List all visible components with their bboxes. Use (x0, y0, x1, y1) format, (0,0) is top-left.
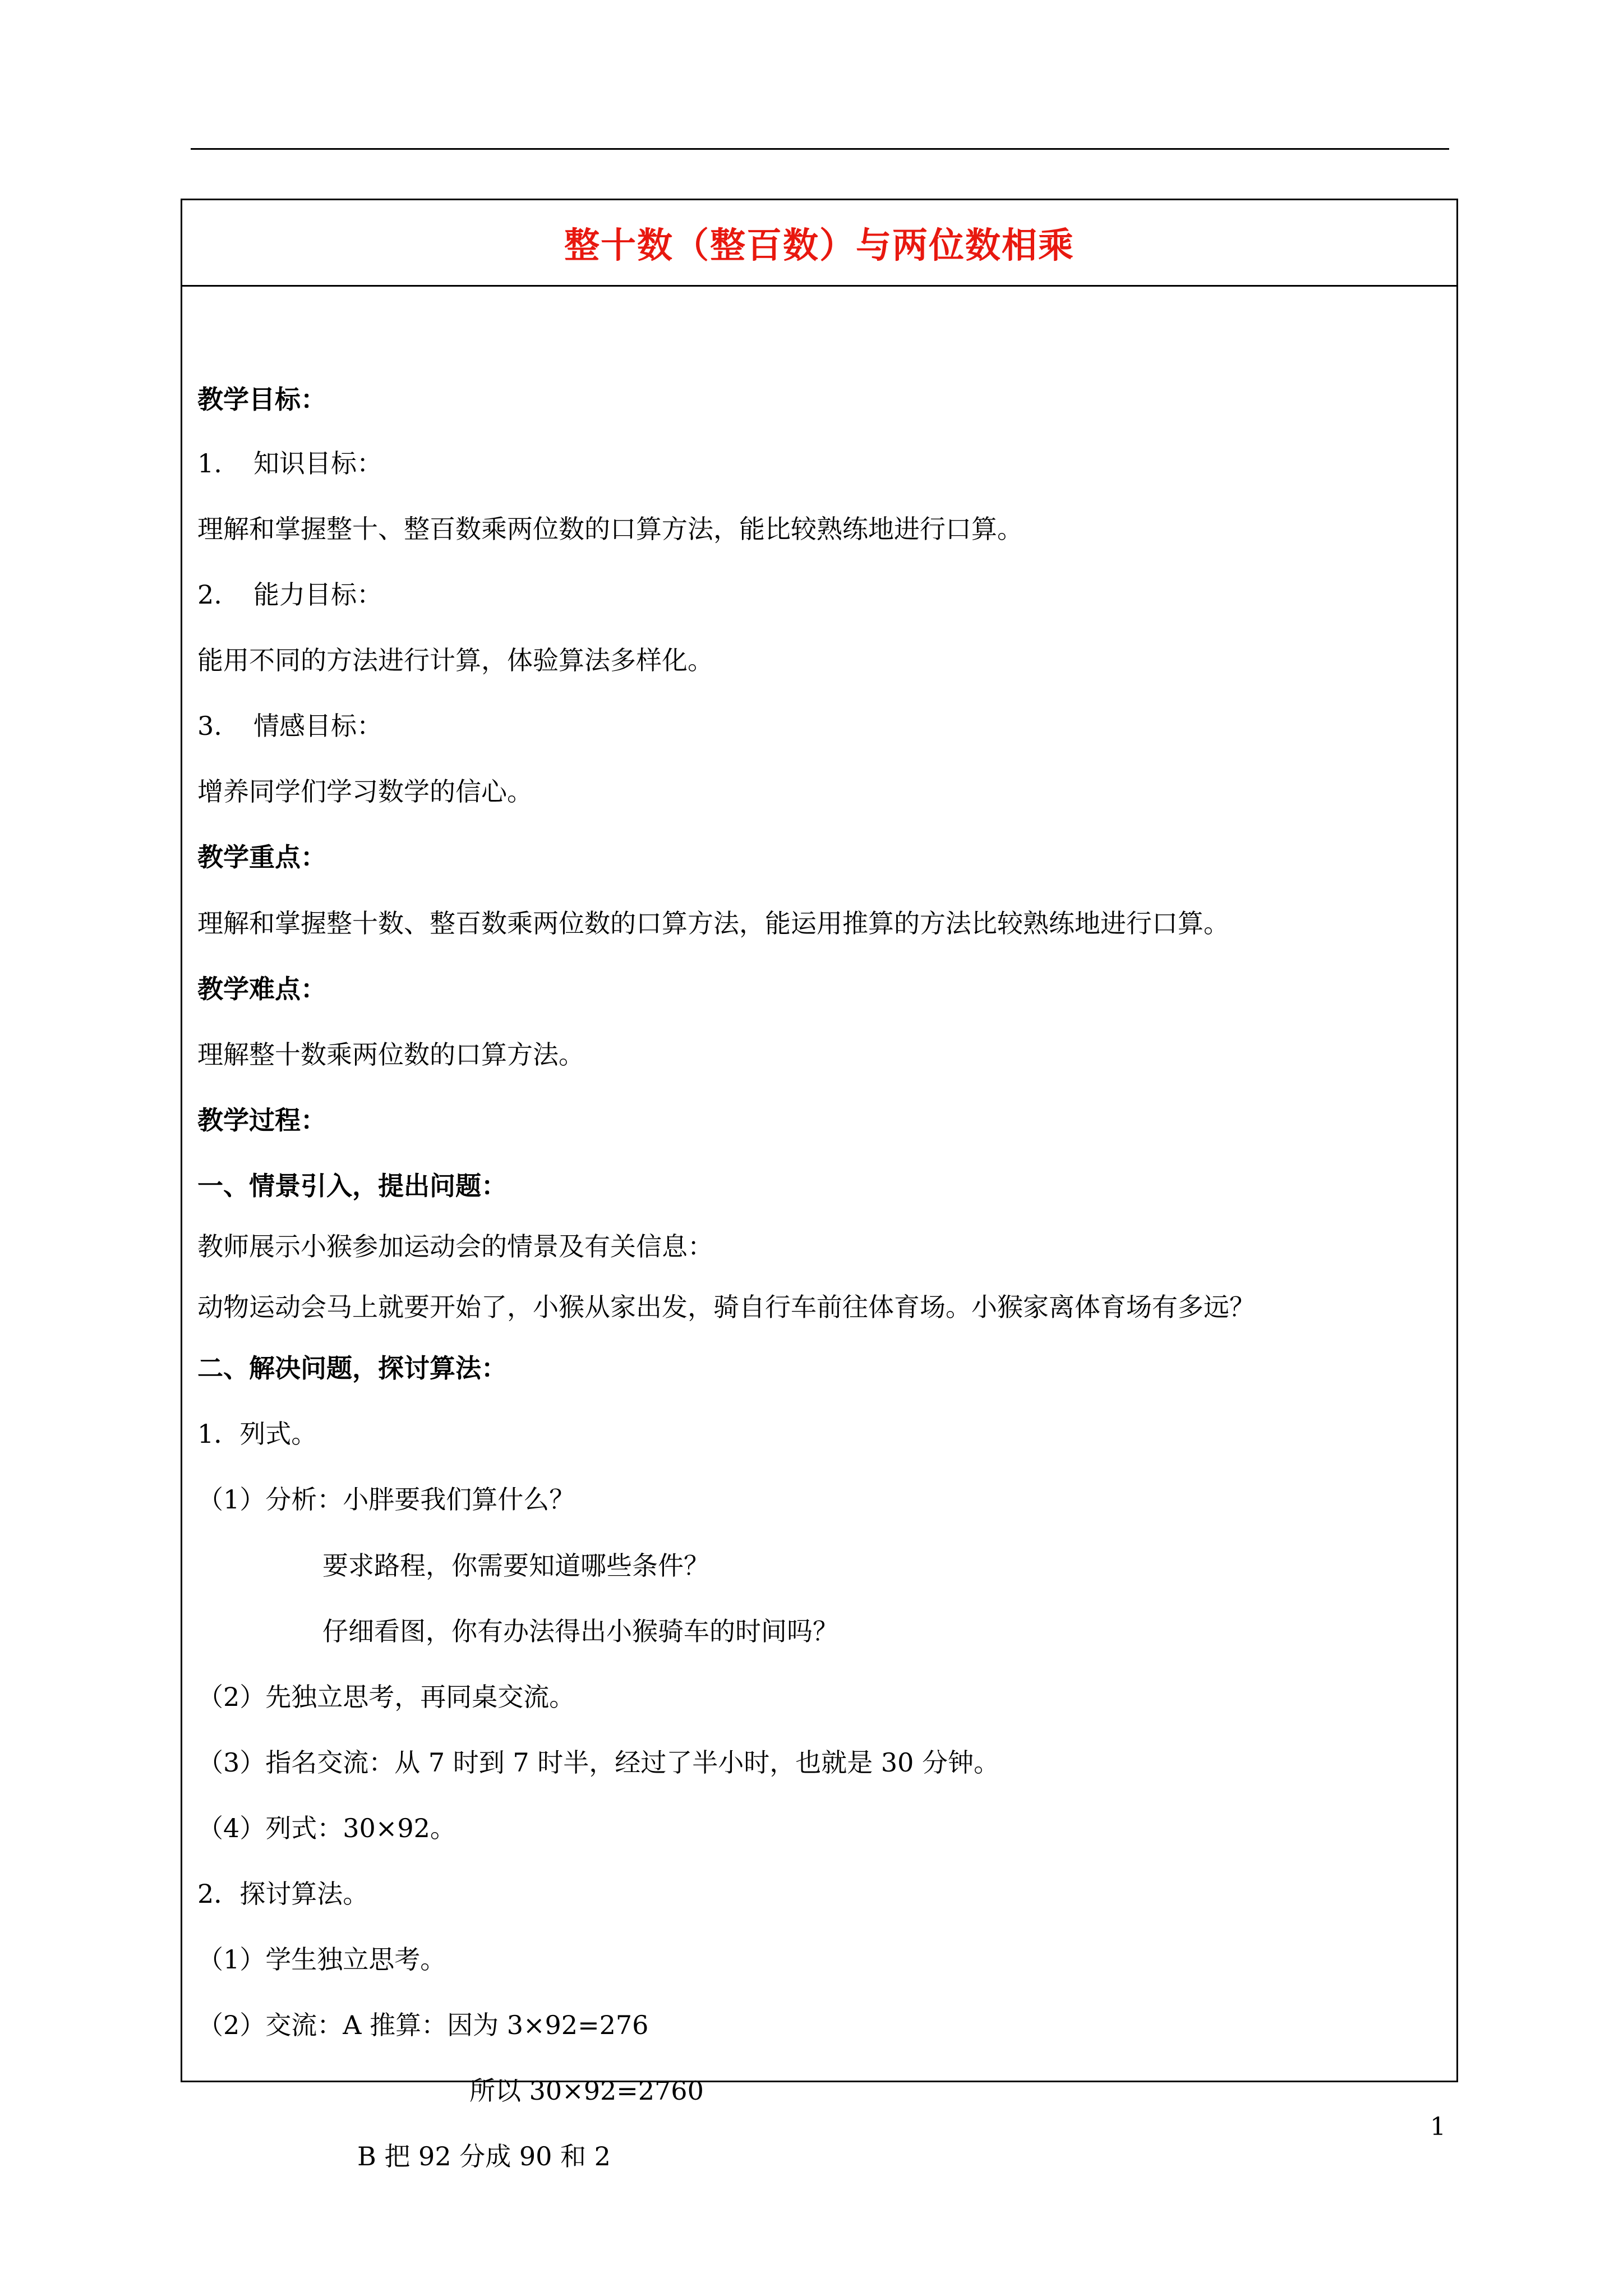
subsection-heading: 二、解决问题，探讨算法： (197, 1353, 507, 1383)
list-text: 情感目标： (253, 711, 382, 741)
section-heading-key-points: 教学重点： (197, 842, 326, 872)
subsection-heading: 一、情景引入，提出问题： (197, 1171, 507, 1201)
list-number: 2. (197, 579, 222, 610)
list-text: 知识目标： (253, 448, 382, 478)
step-item: （4）列式：30×92。 (197, 1813, 456, 1843)
list-item (197, 447, 382, 480)
section-heading-process: 教学过程： (197, 1105, 326, 1135)
list-item (197, 709, 382, 743)
lesson-plan-table (181, 199, 1458, 2171)
page-number: 1 (1430, 2113, 1446, 2141)
list-item (197, 578, 382, 611)
paragraph: 教师展示小猴参加运动会的情景及有关信息： (197, 1231, 713, 1262)
paragraph: 理解和掌握整十、整百数乘两位数的口算方法，能比较熟练地进行口算。 (197, 514, 1023, 544)
step-item: （1）学生独立思考。 (197, 1944, 446, 1975)
step-item: （2）交流：A 推算：因为 3×92=276 (197, 2010, 649, 2040)
step-item: （1）分析：小胖要我们算什么？ (197, 1484, 575, 1515)
calculation-line: B 把 92 分成 90 和 2 (357, 2141, 611, 2171)
list-number: 1. (197, 448, 222, 478)
paragraph: 增养同学们学习数学的信心。 (197, 776, 533, 807)
step-item: （2）先独立思考，再同桌交流。 (197, 1682, 575, 1712)
list-number: 3. (197, 711, 222, 741)
paragraph: 理解和掌握整十数、整百数乘两位数的口算方法，能运用推算的方法比较熟练地进行口算。 (197, 908, 1229, 938)
document-title: 整十数（整百数）与两位数相乘 (564, 224, 1075, 266)
step-item: 1．列式。 (197, 1419, 317, 1449)
list-text: 能力目标： (253, 579, 382, 610)
indented-question: 要求路程，你需要知道哪些条件？ (322, 1550, 709, 1581)
header-rule (191, 148, 1449, 150)
paragraph: 动物运动会马上就要开始了，小猴从家出发，骑自行车前往体育场。小猴家离体育场有多远？ (197, 1292, 1255, 1322)
step-item: 2．探讨算法。 (197, 1879, 369, 1909)
indented-question: 仔细看图，你有办法得出小猴骑车的时间吗？ (322, 1616, 838, 1646)
paragraph: 能用不同的方法进行计算，体验算法多样化。 (197, 645, 713, 675)
paragraph: 理解整十数乘两位数的口算方法。 (197, 1039, 584, 1070)
calculation-line: 所以 30×92=2760 (469, 2076, 704, 2106)
step-item: （3）指名交流：从 7 时到 7 时半，经过了半小时，也就是 30 分钟。 (197, 1747, 1000, 1778)
section-heading-difficulties: 教学难点： (197, 974, 326, 1004)
title-cell (182, 200, 1456, 287)
section-heading-objectives: 教学目标： (197, 384, 326, 415)
